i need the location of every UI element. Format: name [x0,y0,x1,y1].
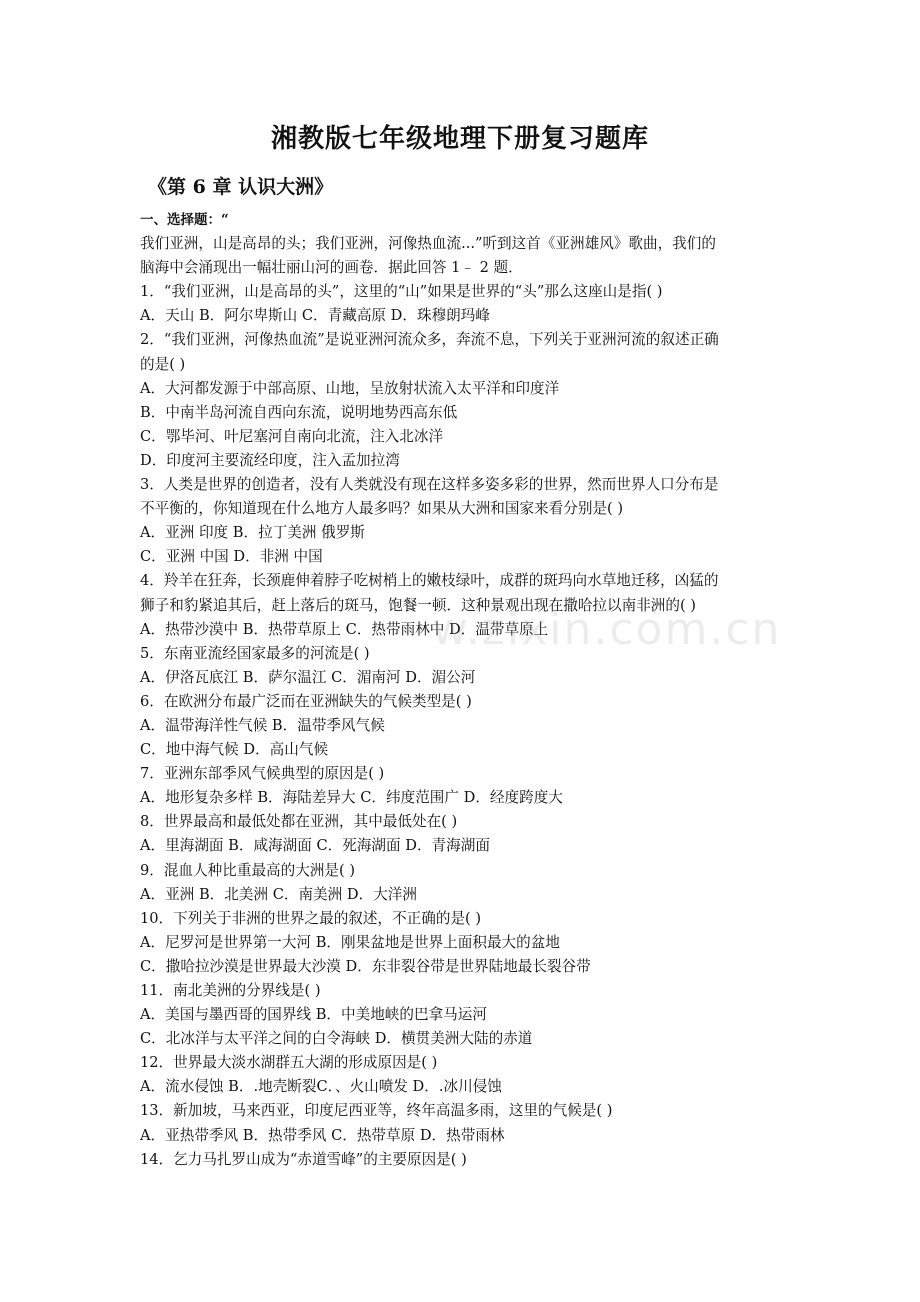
text-line: A．美国与墨西哥的国界线 B．中美地峡的巴拿马运河 [140,1006,487,1024]
text-line: A．温带海洋性气候 B．温带季风气候 [140,716,385,734]
text-line: 14．乞力马扎罗山成为“赤道雪峰”的主要原因是( ) [140,1150,467,1168]
text-line: 8．世界最高和最低处都在亚洲，其中最低处在( ) [140,813,458,831]
text-line: A．尼罗河是世界第一大河 B．刚果盆地是世界上面积最大的盆地 [140,933,560,951]
text-line: 13．新加坡，马来西亚，印度尼西亚等，终年高温多雨，这里的气候是( ) [140,1102,613,1120]
text-line: A．流水侵蚀 B．.地壳断裂C．、火山喷发 D．.冰川侵蚀 [140,1078,502,1096]
text-line: 2．“我们亚洲，河像热血流”是说亚洲河流众多，奔流不息，下列关于亚洲河流的叙述正确 [140,331,719,349]
text-line: 1．“我们亚洲，山是高昂的头”，这里的“山”如果是世界的“头”那么这座山是指( ) [140,283,663,301]
text-line: A．热带沙漠中 B．热带草原上 C．热带雨林中 D．温带草原上 [140,620,549,638]
text-line: A．亚洲 印度 B．拉丁美洲 俄罗斯 [140,524,365,542]
text-line: 脑海中会涌现出一幅壮丽山河的画卷．据此回答 1﹣ 2 题． [140,259,523,277]
text-line: C．鄂毕河、叶尼塞河自南向北流，注入北冰洋 [140,427,444,445]
text-line: 9．混血人种比重最高的大洲是( ) [140,861,356,879]
text-line: 狮子和豹紧追其后，赶上落后的斑马，饱餐一顿．这种景观出现在撒哈拉以南非洲的( ) [140,596,696,614]
text-line: 不平衡的，你知道现在什么地方人最多吗？如果从大洲和国家来看分别是( ) [140,500,624,518]
text-line: A．伊洛瓦底江 B．萨尔温江 C．湄南河 D．湄公河 [140,668,476,686]
text-line: 6．在欧洲分布最广泛而在亚洲缺失的气候类型是( ) [140,692,472,710]
text-line: C．撒哈拉沙漠是世界最大沙漠 D．东非裂谷带是世界陆地最长裂谷带 [140,957,591,975]
text-line: B．中南半岛河流自西向东流，说明地势西高东低 [140,403,458,421]
section-heading: 一、选择题：“ [140,212,229,228]
text-line: A．亚热带季风 B．热带季风 C．热带草原 D．热带雨林 [140,1126,505,1144]
text-line: D．印度河主要流经印度，注入孟加拉湾 [140,451,400,469]
text-line: 7．亚洲东部季风气候典型的原因是( ) [140,765,385,783]
text-line: 11．南北美洲的分界线是( ) [140,982,321,999]
text-line: A．亚洲 B．北美洲 C．南美洲 D．大洋洲 [140,885,417,903]
text-line: C．北冰洋与太平洋之间的白令海峡 D．横贯美洲大陆的赤道 [140,1030,533,1048]
text-line: A．天山 B．阿尔卑斯山 C．青藏高原 D．珠穆朗玛峰 [140,307,490,325]
text-line: 5．东南亚流经国家最多的河流是( ) [140,644,370,662]
watermark: w.zixin.com.cn [432,604,782,655]
text-line: 10．下列关于非洲的世界之最的叙述，不正确的是( ) [140,909,482,927]
text-line: A．大河都发源于中部高原、山地，呈放射状流入太平洋和印度洋 [140,379,560,397]
text-line: 我们亚洲，山是高昂的头；我们亚洲，河像热血流...”听到这首《亚洲雄风》歌曲，我们的 [140,235,716,253]
text-line: A．里海湖面 B．咸海湖面 C．死海湖面 D．青海湖面 [140,837,490,855]
text-line: A．地形复杂多样 B．海陆差异大 C．纬度范围广 D．经度跨度大 [140,789,563,807]
text-line: 4．羚羊在狂奔，长颈鹿伸着脖子吃树梢上的嫩枝绿叶，成群的斑玛向水草地迁移，凶猛的 [140,572,719,590]
chapter-heading: 《第 6 章 认识大洲》 [148,176,334,198]
text-line: 的是( ) [140,355,186,373]
text-line: C．亚洲 中国 D．非洲 中国 [140,548,323,566]
question-body [140,208,800,1172]
text-line: 3．人类是世界的创造者，没有人类就没有现在这样多姿多彩的世界，然而世界人口分布是 [140,476,719,494]
text-line: C．地中海气候 D．高山气候 [140,741,329,759]
text-line: 12．世界最大淡水湖群五大湖的形成原因是( ) [140,1054,438,1072]
document-title: 湘教版七年级地理下册复习题库 [270,124,649,154]
